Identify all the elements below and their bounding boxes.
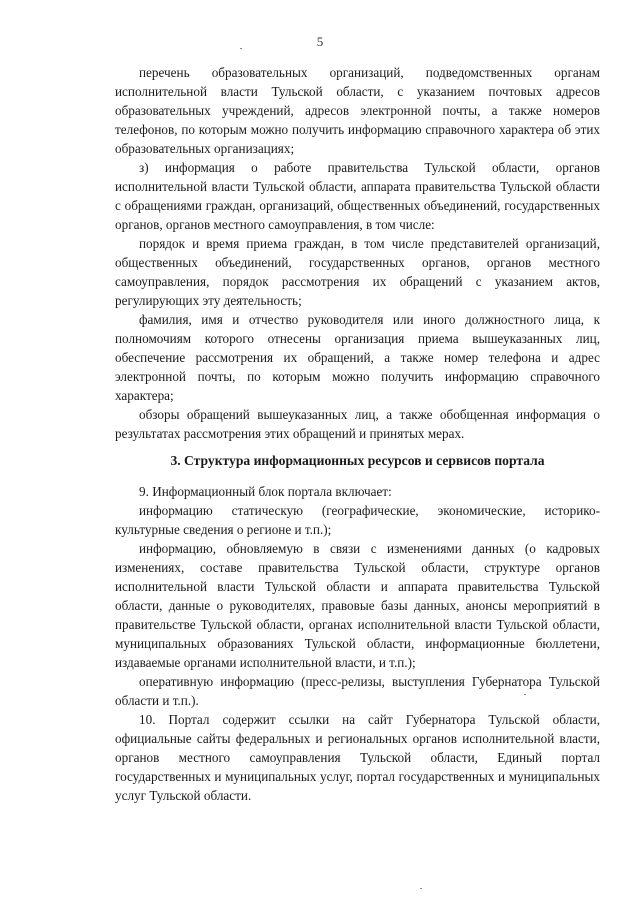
scan-speck: [420, 888, 422, 889]
section-heading: 3. Структура информационных ресурсов и сервисов портала: [170, 453, 545, 468]
document-body: [115, 63, 600, 805]
paragraph-appeals-info: з) информация о работе правительства Тульской области, органов исполнительной власти Тульской области, аппарата правительства Тульской области с обращениями граждан, организаций, общественных объединений, государственных органов, органов местного самоуправления, в том числе:: [115, 160, 600, 232]
paragraph-static-info: информацию статическую (географические, экономические, историко-культурные сведения о регионе и т.п.);: [115, 503, 600, 537]
paragraph-reception-order: порядок и время приема граждан, в том числе представителей организаций, общественных объединений, государственных органов, органов местного самоуправления, порядок рассмотрения их обращений с указанием актов, регулирующих эту деятельность;: [115, 236, 600, 308]
paragraph-official-contact: фамилия, имя и отчество руководителя или иного должностного лица, к полномочиям которого отнесены организация приема вышеуказанных лиц, обеспечение рассмотрения их обращений, а также номер телефона и адрес электронной почты, по которым можно получить информацию справочного характера;: [115, 312, 600, 403]
paragraph-operative-info: оперативную информацию (пресс-релизы, выступления Губернатора Тульской области и т.п.).: [115, 674, 600, 708]
paragraph-appeals-review: обзоры обращений вышеуказанных лиц, а также обобщенная информация о результатах рассмотрения этих обращений и принятых мерах.: [115, 407, 600, 441]
paragraph-portal-links: 10. Портал содержит ссылки на сайт Губернатора Тульской области, официальные сайты федеральных и региональных органов исполнительной власти, органов местного самоуправления Тульской области, Единый портал государственных и муниципальных услуг, портал государственных и муниципальных услуг Тульской области.: [115, 712, 600, 803]
scan-speck: [240, 48, 242, 49]
paragraph-education-list: перечень образовательных организаций, подведомственных органам исполнительной власти Тульской области, с указанием почтовых адресов образовательных учреждений, адресов электронной почты, а также номеров телефонов, по которым можно получить информацию справочного характера об этих образовательных организациях;: [115, 65, 600, 156]
paragraph-info-block: 9. Информационный блок портала включает:: [139, 484, 392, 499]
paragraph-updated-info: информацию, обновляемую в связи с изменениями данных (о кадровых изменениях, составе правительства Тульской области, структуре органов исполнительной власти Тульской области и аппарата правительства Тульской области, данные о руководителях, правовые базы данных, анонсы мероприятий в правительстве Тульской области, органах исполнительной власти Тульской области, муниципальных образованиях Тульской области, информационные бюллетени, издаваемые органами исполнительной власти, и т.п.);: [115, 541, 600, 670]
page-number: 5: [316, 34, 324, 49]
